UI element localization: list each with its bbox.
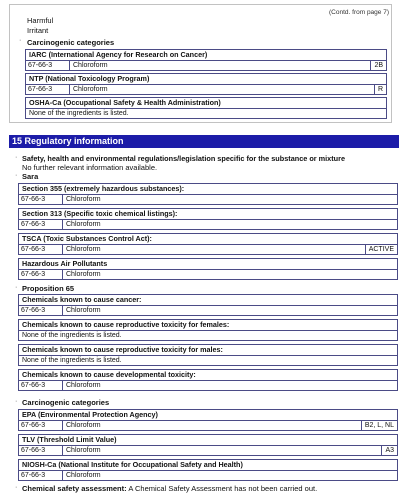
table-row (19, 245, 397, 255)
niosh-header: NIOSH-Ca (National Institute for Occupational Safety and Health) (19, 460, 397, 471)
bullet: · (15, 484, 18, 491)
category-tag: B2, L, NL (361, 421, 397, 431)
bullet: · (15, 172, 18, 179)
substance-name: Chloroform (66, 307, 101, 314)
hap-header: Hazardous Air Pollutants (19, 259, 397, 270)
regulations-title: Safety, health and environmental regulations/legislation specific for the substance or mixture (22, 154, 346, 163)
cas-number: 67-66-3 (19, 306, 63, 316)
table-row (19, 220, 397, 230)
section-313-header: Section 313 (Specific toxic chemical listings): (19, 209, 397, 220)
cas-number: 67-66-3 (19, 195, 63, 205)
cas-number: 67-66-3 (19, 381, 63, 391)
category-tag: 2B (370, 61, 386, 71)
substance-name: Chloroform (66, 472, 101, 479)
niosh-table (18, 459, 398, 481)
hazard-irritant: Irritant (27, 26, 49, 35)
table-row (26, 85, 386, 95)
repro-female-table (18, 319, 398, 341)
substance-name: Chloroform (73, 86, 108, 93)
table-row (19, 306, 397, 316)
prop65-title: Proposition 65 (22, 284, 75, 293)
repro-male-table (18, 344, 398, 366)
osha-header: OSHA-Ca (Occupational Safety & Health Administration) (26, 98, 386, 109)
table-row (19, 270, 397, 280)
status-tag: ACTIVE (365, 245, 397, 255)
sara-title: Sara (22, 172, 39, 181)
ntp-table (25, 73, 387, 95)
cas-number: 67-66-3 (19, 270, 63, 280)
section-355-table (18, 183, 398, 205)
epa-table (18, 409, 398, 431)
tsca-table (18, 233, 398, 255)
cancer-header: Chemicals known to cause cancer: (19, 295, 397, 306)
substance-name: Chloroform (66, 271, 101, 278)
substance-name: Chloroform (73, 62, 108, 69)
table-row (19, 331, 397, 341)
repro-male-header: Chemicals known to cause reproductive toxicity for males: (19, 345, 397, 356)
cas-number: 67-66-3 (19, 446, 63, 456)
table-row (19, 446, 397, 456)
carcinogenic-categories-title: Carcinogenic categories (22, 398, 110, 407)
substance-name: Chloroform (66, 447, 101, 454)
developmental-header: Chemicals known to cause developmental toxicity: (19, 370, 397, 381)
cas-number: 67-66-3 (19, 245, 63, 255)
regulations-text: No further relevant information available. (22, 163, 158, 172)
none-listed-text: None of the ingredients is listed. (29, 110, 129, 117)
table-row (19, 421, 397, 431)
cancer-table (18, 294, 398, 316)
bullet: · (19, 37, 22, 44)
cas-number: 67-66-3 (26, 85, 70, 95)
tlv-table (18, 434, 398, 456)
table-row (19, 195, 397, 205)
substance-name: Chloroform (66, 246, 101, 253)
tlv-header: TLV (Threshold Limit Value) (19, 435, 397, 446)
csa-text: A Chemical Safety Assessment has not been carried out. (128, 484, 318, 493)
tsca-header: TSCA (Toxic Substances Control Act): (19, 234, 397, 245)
table-row (26, 61, 386, 71)
category-tag: R (374, 85, 386, 95)
section-313-table (18, 208, 398, 230)
repro-female-header: Chemicals known to cause reproductive toxicity for females: (19, 320, 397, 331)
iarc-header: IARC (International Agency for Research on Cancer) (26, 50, 386, 61)
bullet: · (15, 154, 18, 161)
ntp-header: NTP (National Toxicology Program) (26, 74, 386, 85)
cas-number: 67-66-3 (19, 421, 63, 431)
section-355-header: Section 355 (extremely hazardous substances): (19, 184, 397, 195)
iarc-table (25, 49, 387, 71)
table-row (19, 381, 397, 391)
cas-number: 67-66-3 (26, 61, 70, 71)
epa-header: EPA (Environmental Protection Agency) (19, 410, 397, 421)
substance-name: Chloroform (66, 196, 101, 203)
bullet: · (15, 284, 18, 291)
csa-label: Chemical safety assessment: (22, 484, 127, 493)
table-row (19, 356, 397, 366)
table-row (19, 471, 397, 481)
category-tag: A3 (381, 446, 397, 456)
chemical-safety-assessment (22, 484, 317, 493)
bullet: · (15, 398, 18, 405)
none-listed-text: None of the ingredients is listed. (22, 357, 122, 364)
carcinogenic-title: Carcinogenic categories (27, 38, 115, 47)
hap-table (18, 258, 398, 280)
substance-name: Chloroform (66, 382, 101, 389)
section-15-heading: 15 Regulatory information (9, 135, 399, 148)
substance-name: Chloroform (66, 422, 101, 429)
none-listed-text: None of the ingredients is listed. (22, 332, 122, 339)
hazard-harmful: Harmful (27, 16, 54, 25)
cas-number: 67-66-3 (19, 471, 63, 481)
cas-number: 67-66-3 (19, 220, 63, 230)
continued-note: (Contd. from page 7) (329, 9, 389, 16)
osha-table (25, 97, 387, 119)
table-row (26, 109, 386, 119)
developmental-table (18, 369, 398, 391)
substance-name: Chloroform (66, 221, 101, 228)
